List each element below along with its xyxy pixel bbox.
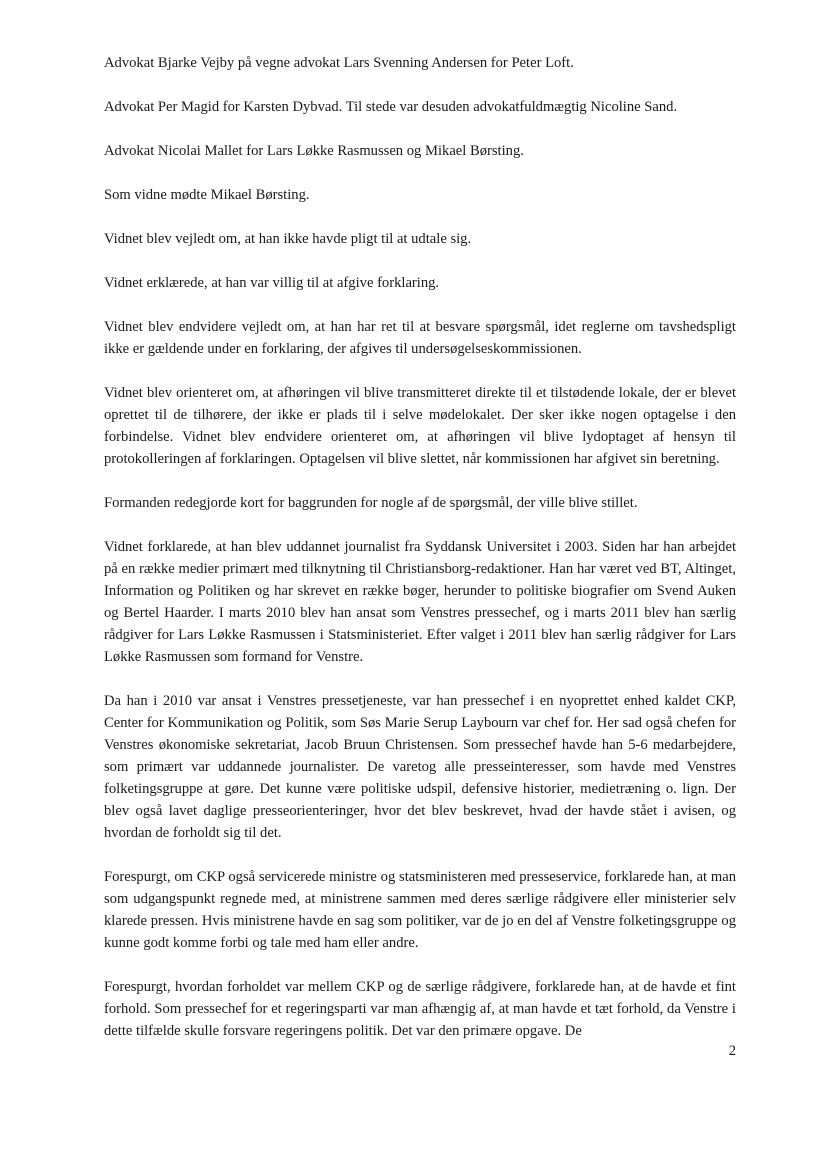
paragraph-chairman-background: Formanden redegjorde kort for baggrunden for nogle af de spørgsmål, der ville blive stillet. bbox=[104, 495, 638, 511]
paragraph-counsel-karsten-dybvad: Advokat Per Magid for Karsten Dybvad. Til stede var desuden advokatfuldmægtig Nicoline Sand. bbox=[104, 99, 678, 115]
paragraph-ckp-advisers: Forespurgt, hvordan forholdet var mellem CKP og de særlige rådgivere, forklarede han, at de havde et fint forhold. Som pressechef for et regeringsparti var man afhængig af, at man havde et tæt forhold, da Venstre i dette tilfælde skulle forsvare regeringens politik. Det var den primære opgave. De bbox=[104, 979, 736, 1039]
document-body bbox=[104, 52, 736, 1064]
paragraph-confidentiality: Vidnet blev endvidere vejledt om, at han har ret til at besvare spørgsmål, idet reglerne om tavshedspligt ikke er gældende under en forklaring, der afgives til undersøgelseskommissionen. bbox=[104, 319, 736, 357]
paragraph-witness-advised: Vidnet blev vejledt om, at han ikke havde pligt til at udtale sig. bbox=[104, 231, 472, 247]
paragraph-ckp-ministers: Forespurgt, om CKP også servicerede ministre og statsministeren med presseservice, forklarede han, at man som udgangspunkt regnede med, at ministrene sammen med deres særlige rådgivere eller ministerier selv klarede pressen. Hvis ministrene havde en sag som politiker, var de jo en del af Venstre folketingsgruppe og kunne godt komme forbi og tale med ham eller andre. bbox=[104, 869, 736, 951]
paragraph-witness-appeared: Som vidne mødte Mikael Børsting. bbox=[104, 187, 310, 203]
page-number: 2 bbox=[728, 1043, 736, 1059]
paragraph-counsel-peter-loft: Advokat Bjarke Vejby på vegne advokat Lars Svenning Andersen for Peter Loft. bbox=[104, 55, 574, 71]
paragraph-transmission: Vidnet blev orienteret om, at afhøringen vil blive transmitteret direkte til et tilstødende lokale, der er blevet oprettet til de tilhørere, der ikke er plads til i selve mødelokalet. Der sker ikke nogen optagelse i den forbindelse. Vidnet blev endvidere orienteret om, at afhøringen vil blive lydoptaget af hensyn til protokolleringen af forklaringen. Optagelsen vil blive slettet, når kommissionen har afgivet sin beretning. bbox=[104, 385, 736, 467]
paragraph-counsel-lars-loekke: Advokat Nicolai Mallet for Lars Løkke Rasmussen og Mikael Børsting. bbox=[104, 143, 524, 159]
paragraph-witness-declared: Vidnet erklærede, at han var villig til at afgive forklaring. bbox=[104, 275, 440, 291]
paragraph-witness-career: Vidnet forklarede, at han blev uddannet journalist fra Syddansk Universitet i 2003. Siden har han arbejdet på en række medier primært med tilknytning til Christiansborg-redaktioner. Han har været ved BT, Altinget, Information og Politiken og har skrevet en række bøger, herunder to politiske biografier om Svend Auken og Bertel Haarder. I marts 2010 blev han ansat som Venstres pressechef, og i marts 2011 blev han særlig rådgiver for Lars Løkke Rasmussen i Statsministeriet. Efter valget i 2011 blev han særlig rådgiver for Lars Løkke Rasmussen som formand for Venstre. bbox=[104, 539, 736, 665]
paragraph-ckp-description: Da han i 2010 var ansat i Venstres pressetjeneste, var han pressechef i en nyoprettet enhed kaldet CKP, Center for Kommunikation og Politik, som Søs Marie Serup Laybourn var chef for. Her sad også chefen for Venstres økonomiske sekretariat, Jacob Bruun Christensen. Som pressechef havde han 5-6 medarbejdere, som primært var uddannede journalister. De varetog alle presseinteresser, som havde med Venstres folketingsgruppe at gøre. Det kunne være politiske udspil, defensive historier, medietræning o. lign. Der blev også lavet daglige presseorienteringer, hvor det blev beskrevet, hvad der havde stået i avisen, og hvordan de forholdt sig til det. bbox=[104, 693, 736, 841]
